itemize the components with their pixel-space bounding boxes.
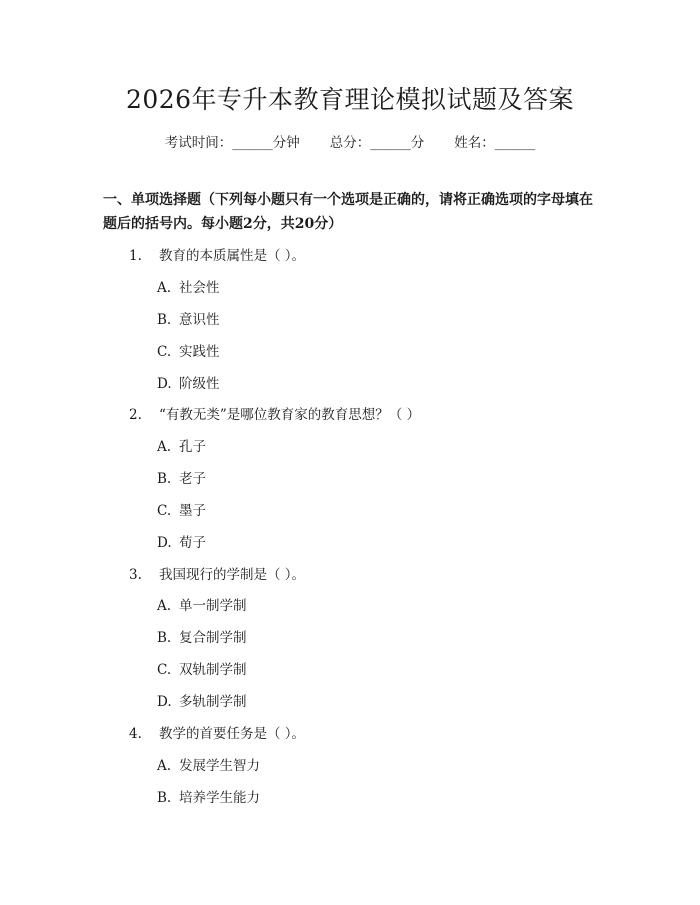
page-title: 2026年专升本教育理论模拟试题及答案 [125,85,575,114]
option-2d [157,531,206,551]
question-number: 1. [129,248,142,264]
question-text: 我国现行的学制是（ ）。 [159,567,306,583]
option-text: 多轨制学制 [179,694,247,710]
option-letter: C. [157,662,172,678]
option-text: 荀子 [179,535,206,551]
option-1d [157,372,220,392]
question-1 [129,244,305,264]
total-score-label: 总分：______分 [329,135,425,151]
option-letter: B. [157,471,172,487]
question-text: “有教无类”是哪位教育家的教育思想？（ ） [159,407,421,423]
option-letter: C. [157,503,172,519]
option-2c [157,499,206,519]
option-text: 复合制学制 [179,630,247,646]
option-3c [157,658,247,678]
question-4 [129,722,305,742]
student-name-label: 姓名：______ [454,135,536,151]
exam-time-label: 考试时间：______分钟 [164,135,300,151]
question-number: 4. [129,726,142,742]
option-letter: B. [157,630,172,646]
option-letter: C. [157,344,172,360]
option-4b [157,786,260,806]
option-letter: D. [157,694,172,710]
option-4a [157,754,260,774]
option-1b [157,308,220,328]
option-2b [157,467,206,487]
question-2 [129,403,420,423]
question-number: 3. [129,567,142,583]
option-text: 社会性 [179,280,220,296]
option-letter: A. [157,280,172,296]
option-letter: A. [157,439,172,455]
option-letter: B. [157,790,172,806]
question-text: 教学的首要任务是（ ）。 [159,726,306,742]
option-letter: D. [157,376,172,392]
option-1c [157,340,220,360]
option-text: 老子 [179,471,206,487]
option-2a [157,435,206,455]
question-number: 2. [129,407,142,423]
option-letter: A. [157,598,172,614]
option-text: 发展学生智力 [179,758,260,774]
option-1a [157,276,220,296]
question-text: 教育的本质属性是（ ）。 [159,248,306,264]
option-3a [157,594,247,614]
option-3b [157,626,247,646]
section-header-single-choice: 一、单项选择题（下列每小题只有一个选项是正确的，请将正确选项的字母填在题后的括号内。每小题2分，共20分） [103,192,593,232]
option-text: 墨子 [179,503,206,519]
option-text: 阶级性 [179,376,220,392]
option-text: 实践性 [179,344,220,360]
exam-meta [0,131,700,151]
option-text: 双轨制学制 [179,662,247,678]
question-3 [129,563,305,583]
option-text: 意识性 [179,312,220,328]
option-text: 孔子 [179,439,206,455]
option-text: 单一制学制 [179,598,247,614]
option-3d [157,690,247,710]
option-letter: A. [157,758,172,774]
option-text: 培养学生能力 [179,790,260,806]
option-letter: D. [157,535,172,551]
option-letter: B. [157,312,172,328]
